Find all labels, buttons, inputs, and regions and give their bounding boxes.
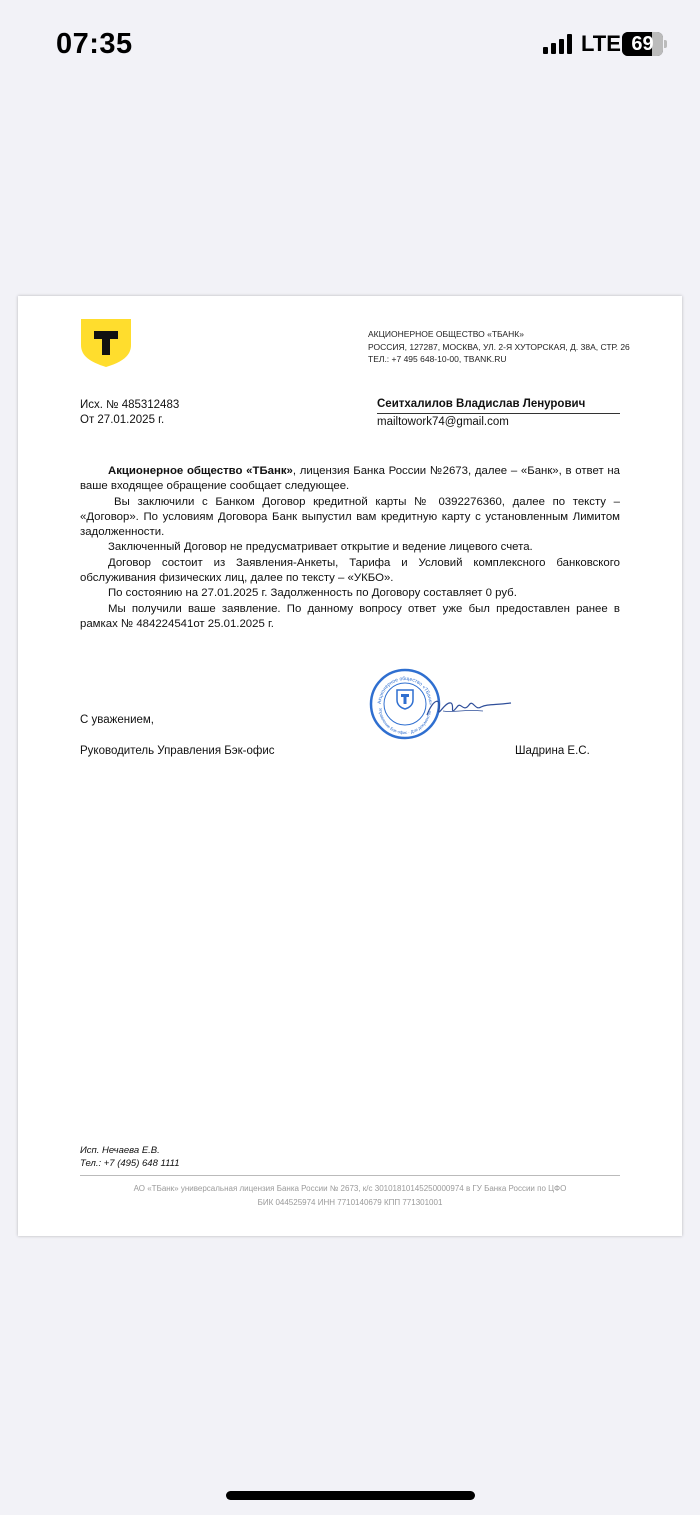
footer-bank-details: БИК 044525974 ИНН 7710140679 КПП 771301001: [257, 1197, 443, 1207]
signature-icon: [423, 689, 513, 729]
paragraph-5: По состоянию на 27.01.2025 г. Задолженность по Договору составляет 0 руб.: [108, 587, 517, 600]
cellular-signal-icon: [543, 34, 575, 54]
executor-name: Исп. Нечаева Е.В.: [80, 1145, 160, 1156]
ref-date: От 27.01.2025 г.: [80, 414, 165, 426]
battery-icon: [622, 32, 663, 56]
paragraph-6: Мы получили ваше заявление. По данному вопросу ответ уже был предоставлен ранее в рамках № 484224541от 25.01.2025 г.: [80, 602, 620, 630]
closing-regards: С уважением,: [80, 714, 154, 726]
letterhead-company: АКЦИОНЕРНОЕ ОБЩЕСТВО «ТБАНК»: [368, 329, 524, 339]
paragraph-1: [80, 464, 620, 495]
footer-license: АО «ТБанк» универсальная лицензия Банка России № 2673, к/с 30101810145250000974 в ГУ Банка России по ЦФО: [133, 1184, 567, 1193]
paragraph-3: Заключенный Договор не предусматривает открытие и ведение лицевого счета.: [108, 541, 533, 554]
status-time: 07:35: [56, 28, 133, 60]
letterhead-address: РОССИЯ, 127287, МОСКВА, УЛ. 2-Я ХУТОРСКАЯ, Д. 38А, СТР. 26: [368, 341, 630, 352]
signer-title: Руководитель Управления Бэк-офис: [80, 745, 275, 757]
recipient-email: mailtowork74@gmail.com: [377, 416, 509, 428]
executor-phone: Тел.: +7 (495) 648 1111: [80, 1158, 180, 1169]
letter-body: [80, 464, 620, 632]
document-page[interactable]: [18, 296, 682, 1236]
recipient-name: Сеитхалилов Владислав Ленурович: [377, 397, 620, 414]
bank-letterhead: [368, 328, 630, 366]
network-type: LTE: [581, 31, 621, 56]
signer-name: Шадрина Е.С.: [515, 745, 590, 757]
stamp-text-bottom: Управление Бэк-офис · Для документов ·: [377, 707, 433, 736]
letterhead-contacts: ТЕЛ.: +7 495 648-10-00, TBANK.RU: [368, 354, 507, 364]
recipient-block: [377, 397, 620, 430]
battery-tip: [664, 40, 667, 48]
bank-name-bold: Акционерное общество «ТБанк»: [108, 465, 293, 477]
home-indicator[interactable]: [226, 1491, 475, 1500]
stamp-text-top: Акционерное общество «ТБанк»: [376, 675, 434, 705]
document-footer: [80, 1182, 620, 1209]
paragraph-1-text: , лицензия Банка России №2673, далее – «Банк», в ответ на ваше входящее обращение сообщает следующее.: [80, 465, 620, 493]
status-bar: [0, 0, 700, 90]
ref-number: Исх. № 485312483: [80, 399, 180, 411]
battery-level: 69: [631, 33, 654, 55]
outgoing-reference: [80, 398, 179, 428]
paragraph-2: Вы заключили с Банком Договор кредитной карты № 0392276360, далее по тексту – «Договор». По условиям Договора Банк выпустил вам кредитную карту с установленным Лимитом задолженности.: [80, 495, 620, 539]
paragraph-4: Договор состоит из Заявления-Анкеты, Тарифа и Условий комплексного банковского обслуживания физических лиц, далее по тексту – «УКБО».: [80, 556, 620, 585]
tbank-logo-icon: [80, 318, 132, 368]
executor-block: [80, 1144, 180, 1170]
footer-divider: [80, 1175, 620, 1176]
